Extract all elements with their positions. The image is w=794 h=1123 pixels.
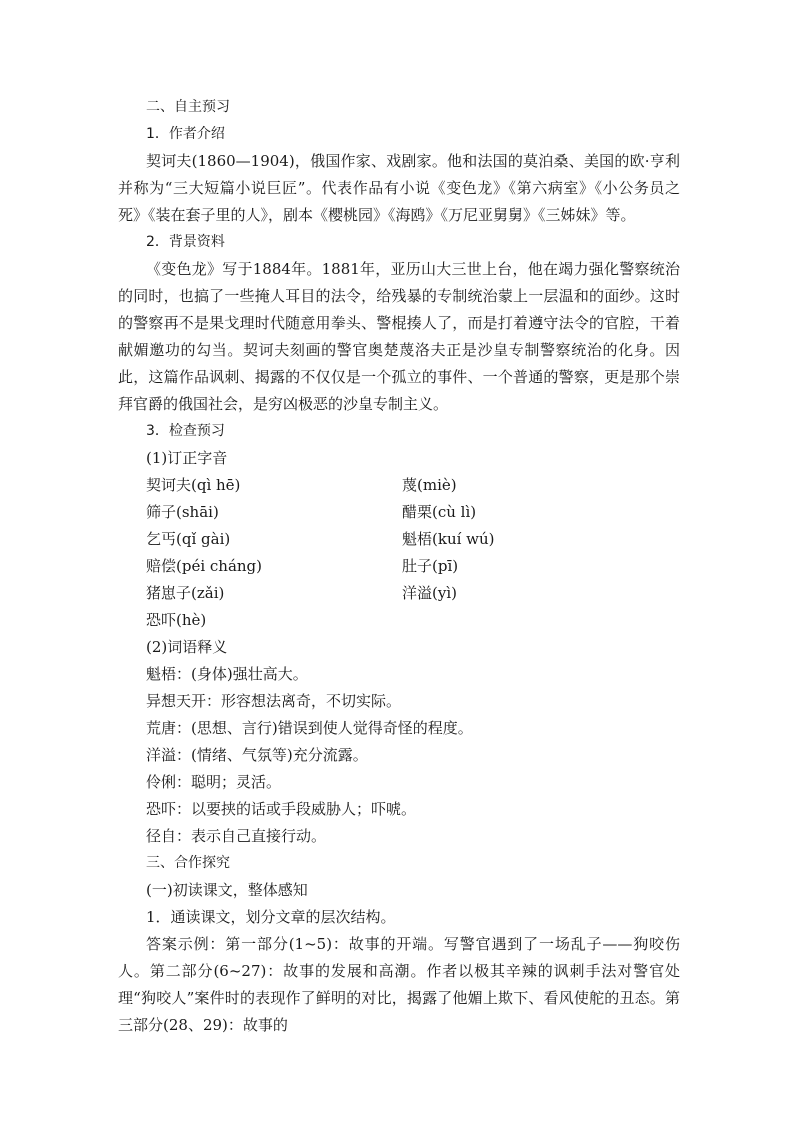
section-heading-cooperative: 三、合作探究 (146, 855, 230, 871)
pronunciation-item: 契诃夫(qì hē) (146, 476, 241, 494)
pronunciation-row (118, 553, 680, 580)
vocabulary-item: 异想天开：形容想法离奇，不切实际。 (146, 692, 402, 710)
section-heading-self-study: 二、自主预习 (146, 99, 230, 115)
pronunciation-item: 乞丐(qǐ gài) (146, 530, 231, 548)
pronunciation-item (402, 607, 680, 634)
pronunciation-item: 恐吓(hè) (146, 611, 207, 629)
subheading-author-intro: 1．作者介绍 (146, 126, 225, 142)
pronunciation-item: 筛子(shāi) (146, 503, 219, 521)
author-intro-paragraph: 契诃夫(1860—1904)，俄国作家、戏剧家。他和法国的莫泊桑、美国的欧·亨利并称为“三大短篇小说巨匠”。代表作品有小说《变色龙》《第六病室》《小公务员之死》《装在套子里的人》，剧本《樱桃园》《海鸥》《万尼亚舅舅》《三姊妹》等。 (118, 152, 680, 224)
subheading-background: 2．背景资料 (146, 234, 225, 250)
pronunciation-item: 赔偿(péi cháng) (146, 557, 263, 575)
vocabulary-item: 恐吓：以要挟的话或手段威胁人；吓唬。 (146, 800, 417, 818)
vocabulary-item: 伶俐：聪明；灵活。 (146, 773, 282, 791)
background-paragraph: 《变色龙》写于1884年。1881年，亚历山大三世上台，他在竭力强化警察统治的同时，也搞了一些掩人耳目的法令，给残暴的专制统治蒙上一层温和的面纱。这时的警察再不是果戈理时代随意用拳头、警棍揍人了，而是打着遵守法令的官腔，干着献媚邀功的勾当。契诃夫刻画的警官奥楚蔑洛夫正是沙皇专制警察统治的化身。因此，这篇作品讽刺、揭露的不仅仅是一个孤立的事件、一个普通的警察，更是那个崇拜官爵的俄国社会，是穷凶极恶的沙皇专制主义。 (118, 260, 680, 413)
pronunciation-item: 肚子(pī) (402, 557, 459, 575)
pronunciation-item: 蔑(miè) (402, 476, 457, 494)
pronunciation-title: (1)订正字音 (146, 449, 228, 467)
pronunciation-item: 洋溢(yì) (402, 584, 457, 602)
pronunciation-item: 猪崽子(zǎi) (146, 584, 225, 602)
pronunciation-item: 魁梧(kuí wú) (402, 530, 495, 548)
pronunciation-item: 醋栗(cù lì) (402, 503, 477, 521)
pronunciation-row (118, 472, 680, 499)
pronunciation-row (118, 499, 680, 526)
subheading-first-reading: (一)初读课文，整体感知 (146, 881, 308, 899)
answer-paragraph: 答案示例：第一部分(1~5)：故事的开端。写警官遇到了一场乱子——狗咬伤人。第二部分(6~27)：故事的发展和高潮。作者以极其辛辣的讽刺手法对警官处理“狗咬人”案件时的表现作了鲜明的对比，揭露了他媚上欺下、看风使舵的丑态。第三部分(28、29)：故事的 (118, 935, 680, 1034)
vocabulary-item: 洋溢：(情绪、气氛等)充分流露。 (146, 746, 368, 764)
vocabulary-title: (2)词语释义 (146, 638, 228, 656)
question-structure: 1．通读课文，划分文章的层次结构。 (146, 908, 396, 926)
document-page (118, 94, 680, 1039)
pronunciation-row (118, 580, 680, 607)
subheading-check-preview: 3．检查预习 (146, 423, 225, 439)
vocabulary-item: 径自：表示自己直接行动。 (146, 827, 327, 845)
vocabulary-item: 魁梧：(身体)强壮高大。 (146, 665, 308, 683)
vocabulary-item: 荒唐：(思想、言行)错误到使人觉得奇怪的程度。 (146, 719, 473, 737)
pronunciation-row (118, 526, 680, 553)
pronunciation-row (118, 607, 680, 634)
